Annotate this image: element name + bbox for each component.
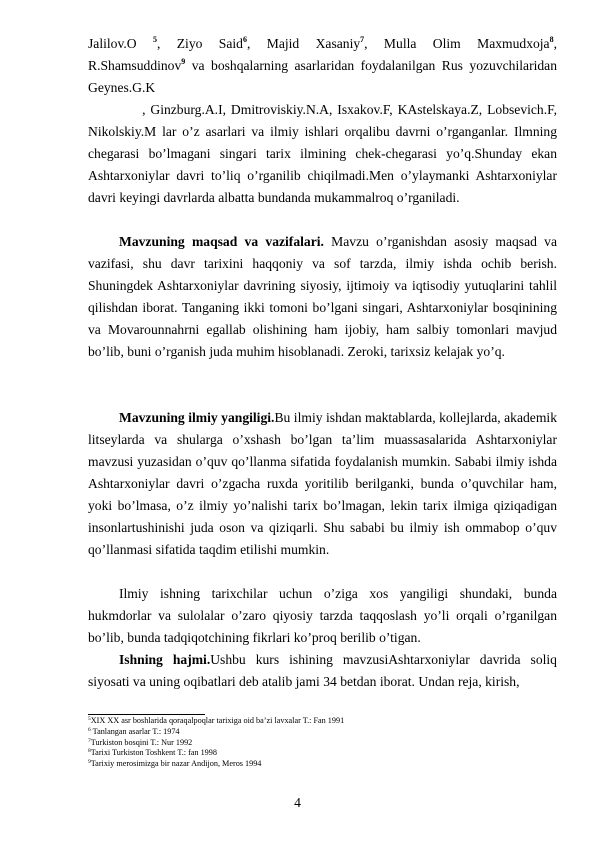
footnote-text: Turkiston bosqini T.: Nur 1992 [90,737,193,747]
footnote-number: 7 [88,737,91,744]
goals-heading: Mavzuning maqsad va vazifalari. [119,234,324,249]
footnote-number: 6 [88,726,91,733]
footnote-text: Tarixi Turkiston Toshkent T.: fan 1998 [90,748,217,758]
footnote-number: 9 [88,759,91,766]
russian-authors-paragraph: , Ginzburg.A.I, Dmitroviskiy.N.A, Isxakov.F, KAstelskaya.Z, Lobsevich.F, Nikolskiy.M lar o’z asarlari va ilmiy ishlari orqalibu davrni o’rganganlar. Ilmning chegarasi bo’lmagani singari tarix ilmining chek-chegarasi yo’q.Shunday ekan Ashtarxoniylar davri to’liq o’rganilib chiqilmadi.Men o’ylaymanki Ashtarxoniylar davri keyingi davrlarda albatta bundanda mukammalroq o’rganiladi. [88,102,561,205]
footnote-number: 5 [88,716,91,722]
author-mulla-olim: , Mulla Olim Maxmudxoja [364,36,550,51]
volume-body: Ushbu kurs ishining mavzusiAshtarxoniylar davrida soliq siyosati va uning oqibatlari deb atalib jami 34 betdan iborat. Undan reja, kirish, [88,652,557,689]
footnote-text: Tanlangan asarlar T.: 1974 [90,726,180,736]
author-ziyo-said: , Ziyo Said [156,36,243,51]
goals-body: Mavzu o’rganishdan asosiy maqsad va vazifasi, shu davr tarixini haqqoniy va sof tarzda, ilmiy ishda ochib berish. Shuningdek Ashtarxoniylar davrining siyosiy, ijtimoiy va iqtisodiy yutuqlarini tahlil qilishdan iborat. Tanganing ikki tomoni bo’lgani singari, Ashtarxoniylar bosqinining va Movarounnahrni egallab olishining ham ijobiy, ham salbiy tomonlari mavjud bo’lib, buni o’rganish juda muhim hisoblanadi. Zeroki, tarixsiz kelajak yo’q. [88,234,557,359]
sources-sentence: va boshqalarning asarlaridan foydalanilgan Rus yozuvchilaridan [185,58,557,73]
novelty-paragraph [88,407,557,561]
footnote-7 [88,738,557,749]
footnote-number: 8 [88,748,91,755]
footnote-separator [88,714,205,715]
historians-novelty-body: Ilmiy ishning tarixchilar uchun o’ziga xos yangiligi shundaki, bunda hukmdorlar va sulolalar o’zaro qiyosiy tarzda taqqoslash yo’li orqali o’rganilgan bo’lib, bunda tadqiqotchining fikrlari ko’proq berilib o’tigan. [88,586,557,645]
goals-paragraph [88,231,557,363]
author-jalilov: Jalilov.O [88,36,153,51]
page-number: 4 [294,795,301,810]
footnote-ref-9[interactable]: 9 [181,57,186,66]
footnotes [88,716,557,770]
author-majid-xasaniy: , Majid Xasaniy [246,36,361,51]
footnote-6 [88,727,557,738]
author-list-comma: , [553,36,558,51]
novelty-body: Bu ilmiy ishdan maktablarda, kollejlarda, akademik litseylarda va shularga o’xshash bo’lgan ta’lim muassasalarida Ashtarxoniylar mavzusi yuzasidan o’quv qo’llanma sifatida foydalanish mumkin. Sababi ilmiy ishda Ashtarxoniylar davri o’zgacha ruxda yoritilib berilganki, bunda o’quvchilar ham, yoki bo’lmasa, o’z ilmiy yo’nalishi tarix bo’lmagan, lekin tarix ilmiga qiziqadigan insonlartushinishi juda oson va qiziqarli. Shu sababi bu ilmiy ish ommabop o’quv qo’llanmasi sifatida taqdim etilishi mumkin. [88,410,557,557]
footnote-text: XIX XX asr boshlarida qoraqalpoqlar tarixiga oid ba’zi lavxalar T.: Fan 1991 [90,716,345,725]
footnote-8 [88,748,557,759]
author-shamsuddinov: R.Shamsuddinov [88,58,182,73]
novelty-heading: Mavzuning ilmiy yangiligi. [119,410,275,425]
footnote-ref-8[interactable]: 8 [549,35,554,44]
footnote-ref-7[interactable]: 7 [360,35,365,44]
volume-heading: Ishning hajmi. [119,652,211,667]
footnote-text: Tarixiy merosimizga bir nazar Andijon, Meros 1994 [90,759,262,769]
footnote-9 [88,759,557,770]
historians-novelty-paragraph [88,583,557,649]
volume-paragraph [88,649,557,693]
author-list-paragraph [88,33,557,99]
author-geynes: Geynes.G.K [88,80,156,95]
footnote-5 [88,716,557,727]
footnote-ref-6[interactable]: 6 [242,35,247,44]
footnote-ref-5[interactable]: 5 [152,35,157,44]
